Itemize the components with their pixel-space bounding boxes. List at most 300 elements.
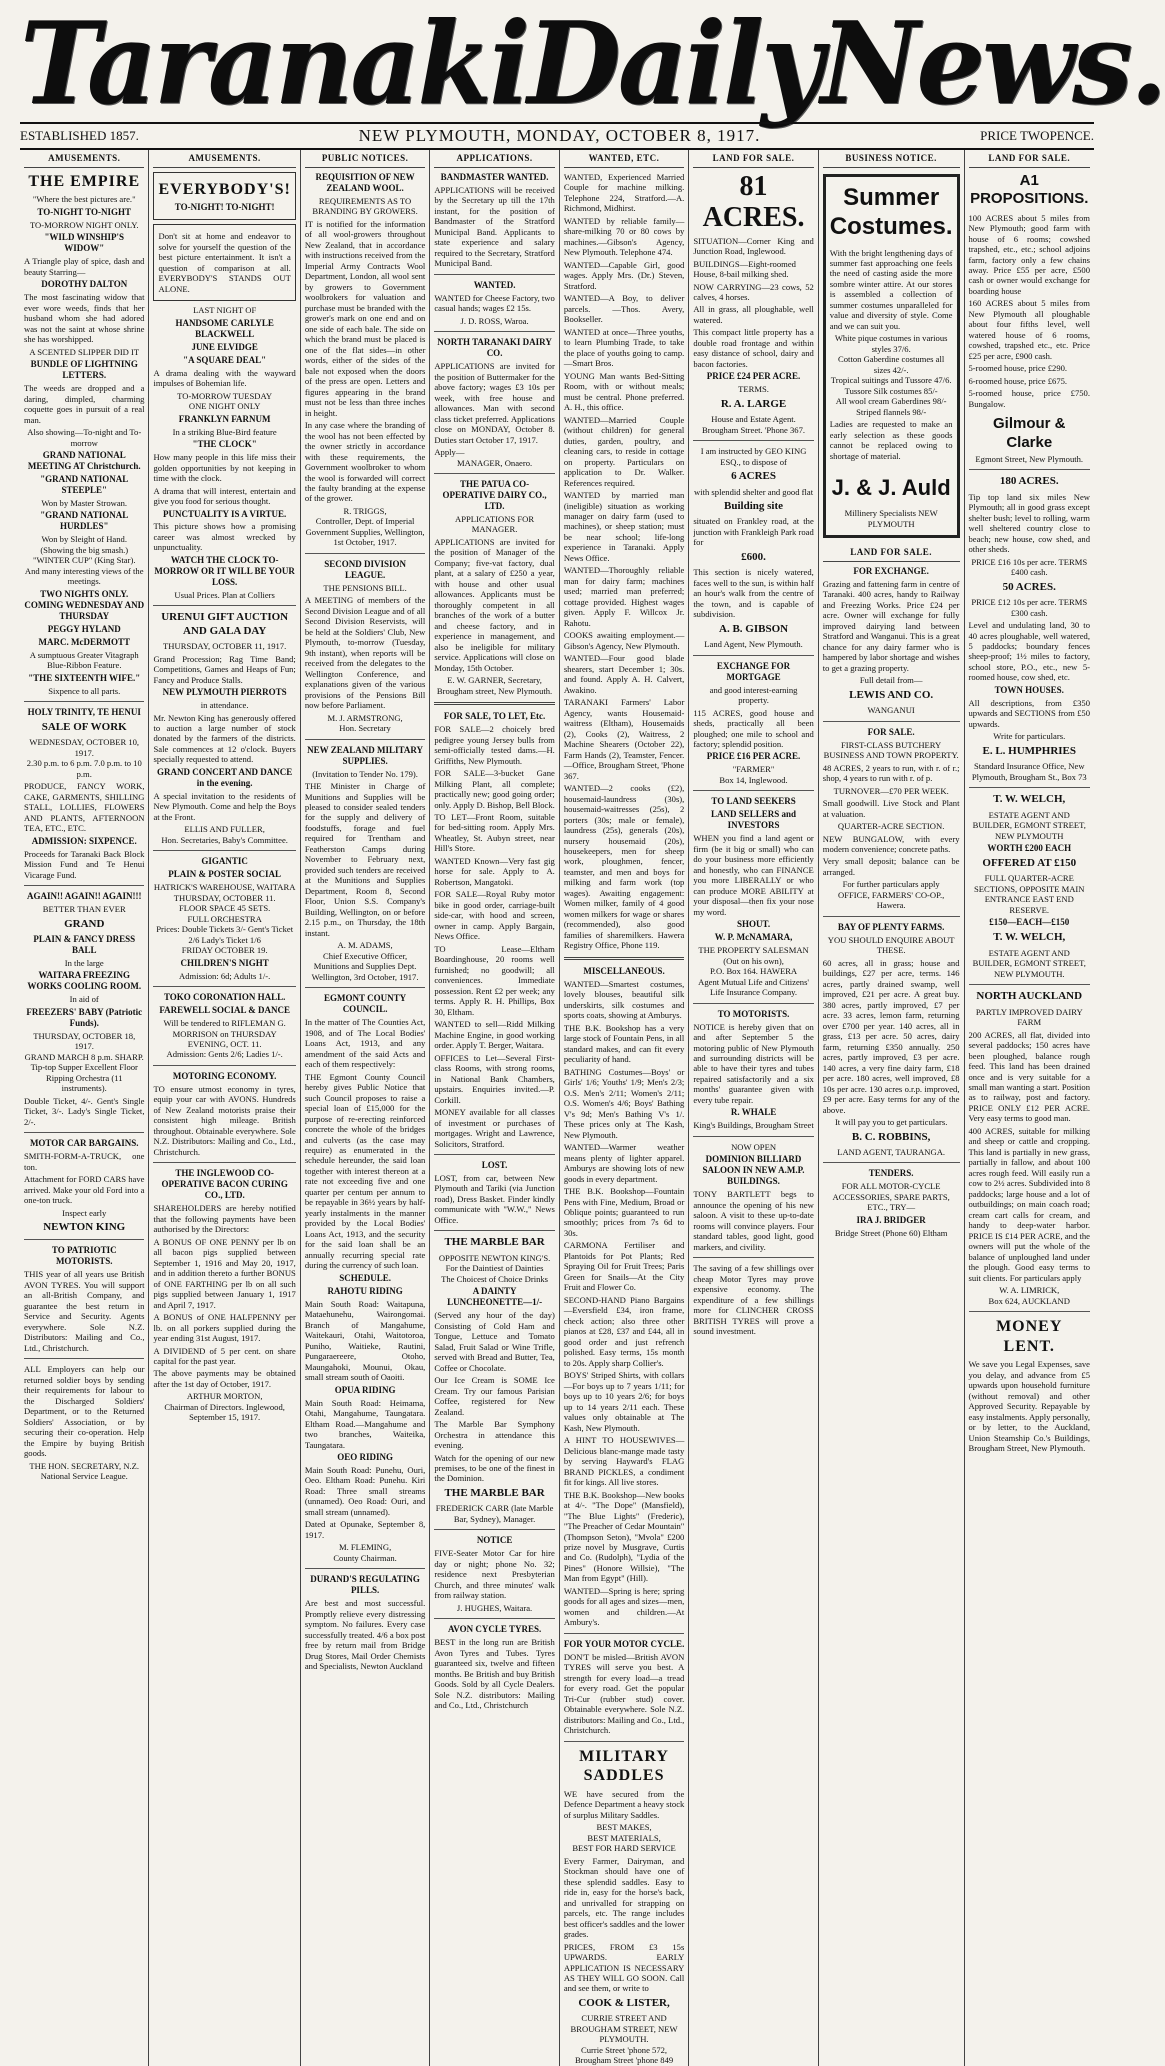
views-text: And many interesting views of the meetings. bbox=[24, 565, 144, 587]
childrens-night: CHILDREN'S NIGHT bbox=[180, 957, 269, 968]
striped-flannels: Striped flannels 98/- bbox=[856, 406, 927, 417]
aid-text: In aid of bbox=[69, 994, 99, 1005]
tomorrow-tuesday: TO-MORROW TUESDAY bbox=[177, 390, 273, 401]
adams-sub: Chief Executive Officer, Munitions and Supplies Dept. Wellington, 3rd October, 1917. bbox=[311, 950, 419, 982]
wool-text-2: In any case where the branding of the wool has not been effected by the owner strictly in accordance with these requirements, the Government woolbroker to whom the wool is forwarded will correct the faulty branding at the expense of the grower. bbox=[304, 420, 426, 504]
six-acres: 6 ACRES bbox=[731, 470, 777, 483]
acres-48-text: 48 ACRES, 2 years to run, with r. of r.; shop, 4 years to run with r. of p. bbox=[822, 762, 960, 784]
farewell-social: FAREWELL SOCIAL & DANCE bbox=[159, 1005, 290, 1016]
dateline bbox=[20, 122, 1094, 150]
divider bbox=[305, 553, 426, 554]
again-title: AGAIN!! AGAIN!! AGAIN!!! bbox=[26, 891, 142, 902]
lease-item: TO Lease—Eltham Boardinghouse, 20 rooms well furnished; no goodwill; all conveniences. Immediate possession. Rent £2 per week; any terms. Apply R. H. Phillips, Box 30, Eltham. bbox=[434, 943, 555, 1017]
divider bbox=[564, 1633, 685, 1634]
orchestra-text: Ripping Orchestra (11 instruments). bbox=[45, 1072, 123, 1094]
wanted-ad: WANTED—Married Couple (without children) for general duties, garden, poultry, and cleaning cars, to reside in cottage on property. Particulars on application to Dr. Walker. References required. bbox=[563, 414, 685, 488]
saddles-text-2: Every Farmer, Dairyman, and Stockman should have one of these splendid saddles. Easy to ride in, easy for the horse's back, and unrivalled for strapping on parcels, etc. The range includes best officer's saddles and the lower grades. bbox=[563, 1855, 685, 1940]
acres-180-text: Tip top land six miles New Plymouth; all in good grass except shelter bush; level to rolling, warm well sheltered country close to beach; new house, cow shed, and other sheds. bbox=[968, 491, 1090, 555]
schedule-title: SCHEDULE. bbox=[339, 1272, 391, 1283]
urenui-title: URENUI GIFT AUCTION AND GALA DAY bbox=[161, 611, 289, 637]
for-exchange: FOR EXCHANGE. bbox=[853, 565, 929, 576]
shareholders-text: SHAREHOLDERS are hereby notified that the following payments have been authorised by the Directors: bbox=[153, 1203, 296, 1235]
divider bbox=[24, 1239, 144, 1240]
descriptions-text: All descriptions, from £350 upwards and SECTIONS from £50 upwards. bbox=[968, 697, 1090, 729]
offered-150: OFFERED AT £150 bbox=[982, 857, 1077, 870]
wanted-ad: TARANAKI Farmers' Labor Agency, wants Housemaid-waitress (Eltham), Housemaids (2), Cooks (2), Waitress, 2 Machine Shearers (October 22), Farm Hands (2), Teamster, Fencer.—Office, Brougham Street, 'Phone 367. bbox=[563, 697, 685, 781]
wanted-ad: WANTED—A Boy, to deliver parcels. —Thos. Avery, Bookseller. bbox=[563, 293, 685, 325]
now-open: NOW OPEN bbox=[731, 1141, 777, 1152]
patriotic-title: TO PATRIOTIC MOTORISTS. bbox=[51, 1245, 117, 1267]
one-night: ONE NIGHT ONLY bbox=[188, 401, 261, 412]
concert-dance: GRAND CONCERT AND DANCE in the evening. bbox=[157, 766, 293, 788]
saving-text: The saving of a few shillings over cheap Motor Tyres may prove expensive economy. The expenditure of a few shillings more for CLINCHER CROSS BRITISH TYRES will prove a sound investment. bbox=[693, 1263, 814, 1337]
misc-ad: WANTED—Spring is here; spring goods for all ages and sizes—men, women and children.—At Ambury's. bbox=[563, 1585, 685, 1628]
national-title: GRAND NATIONAL MEETING AT Christchurch. bbox=[27, 450, 141, 472]
ice-cream-text: Our Ice Cream is SOME Ice Cream. Try our famous Parisian Coffee, registered for New Zealand. bbox=[434, 1375, 555, 1417]
large-agent: R. A. LARGE bbox=[720, 397, 787, 410]
issue-date: NEW PLYMOUTH, MONDAY, OCTOBER 8, 1917. bbox=[358, 126, 761, 145]
price-16: PRICE £16 PER ACRE. bbox=[706, 751, 801, 762]
triangle-text: A Triangle play of spice, dash and beauty Starring— bbox=[24, 256, 145, 277]
wanted-ad: WANTED at once—Three youths, to learn Plumbing Trade, to take the place of youths going to camp.—Smart Bros. bbox=[563, 326, 685, 369]
sale-item-3: FOR SALE—Royal Ruby motor bike in good order, carriage-built side-car, with hood and screen, owner in camp. Apply Bargain, News Office. bbox=[434, 889, 555, 942]
saddles-text: WE have secured from the Defence Department a heavy stock of surplus Military Saddles. bbox=[563, 1788, 685, 1820]
ball-date: THURSDAY, OCTOBER 18, 1917. bbox=[33, 1030, 136, 1052]
carrying-text: NOW CARRYING—23 cows, 52 calves, 4 horses. bbox=[693, 281, 814, 302]
morton-name: ARTHUR MORTON, bbox=[186, 1391, 263, 1402]
square-deal: "A SQUARE DEAL" bbox=[183, 354, 267, 365]
frankley-text: situated on Frankley road, at the junction with Frankleigh Park road for bbox=[693, 516, 814, 548]
large-text: In the large bbox=[64, 957, 104, 968]
motor-cycle-title: FOR YOUR MOTOR CYCLE. bbox=[563, 1638, 685, 1649]
divider bbox=[153, 1065, 295, 1066]
milking-item: WANTED to sell—Ridd Milking Machine Engine, in good working order. Apply T. Berger, Waitara. bbox=[434, 1019, 555, 1051]
lost-heading: LOST. bbox=[481, 1160, 508, 1171]
divider bbox=[434, 274, 554, 275]
marble-opposite: OPPOSITE NEWTON KING'S. bbox=[438, 1252, 551, 1263]
wool-text: IT is notified for the information of all wool-growers throughout New Zealand, that in accordance with instructions received from the Imperial Army Contracts Wool Department, London, all wool sent by growers to Government woolbrokers for valuation and purchase must be branded with the grower's mark on one end and on one side of each bale. The side on which the brand must be placed is one of the flat sides—in other words, either of the sides of the bale not exposed when the doors of the press are open. Letters and figures appearing in the brand must not be less than three inches in height. bbox=[304, 218, 426, 418]
for-sale: FOR SALE. bbox=[867, 726, 915, 737]
section-text: This section is nicely watered, faces well to the sun, is within half an hour's walk from the centre of the town, and is capable of subdivision. bbox=[693, 567, 814, 620]
grazing-text: Grazing and fattening farm in centre of Taranaki. 400 acres, handy to Railway and Freezing Works. Price £24 per acre. Owner will exchange for fully improved dairying land between Stratford and Wanganui. This is a great chance for any dairy farmer who is hampered by labor shortage and wishes to get a grazing property. bbox=[822, 578, 960, 673]
established-label: ESTABLISHED 1857. bbox=[20, 128, 139, 143]
misc-ad: WANTED—Warmer weather means plenty of lighter apparel. Amburys are showing lots of new goods in every department. bbox=[563, 1142, 685, 1184]
ford-attachment: Attachment for FORD CARS have arrived. Make your old Ford into a one-ton truck. bbox=[24, 1174, 145, 1206]
column-2 bbox=[149, 150, 300, 2066]
gilmour-clarke: Gilmour & Clarke bbox=[992, 415, 1066, 451]
limrick-name: W. A. LIMRICK, bbox=[999, 1285, 1060, 1296]
summer-text: With the bright lengthening days of summer fast approaching one feels the need of casting aside the more sombre winter attire. At our stores is assembled a collection of summer costumes unparalleled for value and diversity of style. Come and we can suit you. bbox=[829, 247, 953, 331]
divider bbox=[693, 1257, 813, 1258]
freezers-baby: FREEZERS' BABY (Patriotic Funds). bbox=[26, 1006, 143, 1028]
hatrick-venue: HATRICK'S WAREHOUSE, WAITARA THURSDAY, OCTOBER 11. bbox=[153, 882, 296, 903]
egmont-text: THE Egmont County Council hereby gives Public Notice that such Council proposes to raise a special loan of £15,000 for the purpose of re-erecting reinforced concrete the whole of the bridges and culverts (as the case may require) as enumerated in the schedule hereunder, the said loan together with interest thereon at a rate not exceeding five and one quarter per centum per annum to be repayable in 36½ years by half-yearly instalments in the manner provided by the Local Bodies' Loans Act, 1913, and the security for the said loan shall be an annually recurring special rate during the currency of such loan. bbox=[304, 1071, 426, 1271]
marc-name: MARC. McDERMOTT bbox=[38, 636, 130, 647]
when-text: WHEN you find a land agent or firm (be it big or small) who can do your business more efficiently and honestly, who can FINANCE you more LIBERALLY or who can produce MORE ABILITY at your disposal—then fix your nose my word. bbox=[693, 833, 814, 917]
buildings-text: BUILDINGS—Eight-roomed House, 8-bail milking shed. bbox=[693, 258, 796, 280]
steeple-title: "GRAND NATIONAL STEEPLE" bbox=[40, 473, 129, 495]
quarter-acre: FULL QUARTER-ACRE SECTIONS, OPPOSITE MAIN ENTRANCE EAST END RESERVE. bbox=[973, 873, 1085, 915]
pensions-bill: THE PENSIONS BILL. bbox=[323, 582, 407, 593]
tonight-label: TO-NIGHT! TO-NIGHT! bbox=[174, 202, 275, 213]
wanted-ad: WANTED by reliable family—share-milking 70 or 80 cows by machines.—Gibson's Agency, New Plymouth. Telephone 474. bbox=[563, 215, 685, 258]
wanted-known-item: WANTED Known—Very fast gig horse for sale. Apply to A. Robertson, Mangatoki. bbox=[434, 855, 555, 887]
divider bbox=[434, 331, 554, 332]
marble-bar-title-2: THE MARBLE BAR bbox=[444, 1486, 545, 1499]
each-150: £150—EACH—£150 bbox=[989, 917, 1070, 928]
robbins-name: B. C. ROBBINS, bbox=[851, 1130, 931, 1143]
divider bbox=[434, 1230, 554, 1231]
humphries-name: E. L. HUMPHRIES bbox=[982, 744, 1076, 757]
motoring-economy: MOTORING ECONOMY. bbox=[172, 1070, 277, 1081]
misc-ad: BOYS' Striped Shirts, with collars—For boys up to 7 years 1/11; for boys up to 10 years 2/6; for boys up to 14 years 2/11 each. These values only obtainable at The Kash, New Plymouth. bbox=[563, 1370, 685, 1433]
divider bbox=[434, 473, 554, 474]
square-deal-desc: A drama dealing with the wayward impulses of Bohemian life. bbox=[153, 367, 296, 389]
price-24: PRICE £24 PER ACRE. bbox=[706, 371, 801, 382]
divider bbox=[969, 469, 1091, 470]
ticket-prices: Double Ticket, 4/-. Gent's Single Ticket, 3/-. Lady's Single Ticket, 2/-. bbox=[24, 1095, 145, 1127]
lost-item: LOST, from car, between New Plymouth and Tariki (via Junction road), Dress Basket. Finder kindly communicate with "W.W.," News Office. bbox=[434, 1172, 555, 1225]
vitagraph-text: A sumptuous Greater Vitagraph Blue-Ribbon Feature. bbox=[29, 649, 139, 671]
auld-sub: Millinery Specialists NEW PLYMOUTH bbox=[844, 508, 938, 529]
avon-text: THIS year of all years use British AVON TYRES. You will support an all-British Company, and guarantee the best return in Service and Security. Agents everywhere. Sole N.Z. Distributors: Mailing and Co., Ltd., Christchurch. bbox=[24, 1269, 145, 1353]
sale-item-2: FOR SALE—3-bucket Gane Milking Plant, all complete; practically new; good going order; only. Apply D. Bishop, Bell Block. bbox=[434, 768, 555, 810]
motorists-text: NOTICE is hereby given that on and after September 5 the motoring public of New Plymouth and surrounding districts will be able to have their tyres and tubes repaired satisfactorily and a six months' guarantee given with every tube repair. bbox=[693, 1021, 814, 1105]
daintiest-text: For the Daintiest of Dainties bbox=[445, 1263, 544, 1274]
social-prices: Prices: Double Tickets 3/- Gent's Ticket 2/6 Lady's Ticket 1/6 bbox=[156, 924, 294, 945]
watch-text: Watch for the opening of our new premises, to be one of the finest in the Dominion. bbox=[434, 1452, 555, 1484]
building-site: Building site bbox=[724, 500, 784, 513]
money-item: MONEY available for all classes of investment or purchases of mortgages. Wright and Lawrence, Solicitors, Stratford. bbox=[434, 1107, 555, 1149]
misc-ad: THE B.K. Bookshop—New books at 4/-. "The Dope" (Mansfield), "The Blue Lights" (Frederic), "The Preacher of Cedar Mountain" (Thompson Seton), "Mvola" £200 prize novel by Musgrave, Curtis and Co. (Rudolph), "Lydia of the Pines" (Honore Willsie), "The Man from Egypt" (Hill). bbox=[563, 1489, 685, 1584]
column-7 bbox=[819, 150, 965, 2066]
miscellaneous-heading: MISCELLANEOUS. bbox=[583, 965, 665, 976]
avon-cycle-title: AVON CYCLE TYRES. bbox=[447, 1624, 542, 1635]
divider bbox=[434, 1529, 554, 1530]
newton-king: NEWTON KING bbox=[43, 1221, 126, 1234]
motorists-title: TO MOTORISTS. bbox=[717, 1008, 790, 1019]
gibson-agent: A. B. GIBSON bbox=[719, 622, 789, 635]
rahotu-text: Main South Road: Waitapuna, Mataehunehu, Wairongomai. Branch of Mangahume, Waitekauri, Otahi, Waitotoroa, Puniho, Waitieke, Rautini, Pungaraereere, Otoho, Maungahoki, Mounui, Okau, small stream south of Oaoiti. bbox=[304, 1298, 426, 1383]
farewell-admission: Admission: Gents 2/6; Ladies 1/-. bbox=[166, 1049, 283, 1060]
robbins-sub: LAND AGENT, TAURANGA. bbox=[837, 1146, 946, 1157]
inspect-text: Inspect early bbox=[62, 1207, 107, 1218]
farnum-name: FRANKLYN FARNUM bbox=[178, 413, 271, 424]
column-heading: PUBLIC NOTICES. bbox=[305, 150, 426, 168]
white-pique: White pique costumes in various styles 37/6. bbox=[834, 333, 948, 354]
slipper-text: A SCENTED SLIPPER DID IT bbox=[29, 346, 140, 357]
goodwill-text: Small goodwill. Live Stock and Plant at valuation. bbox=[822, 798, 960, 819]
tomorrow-label: TO-MORROW NIGHT ONLY. bbox=[29, 219, 139, 230]
column-4 bbox=[430, 150, 559, 2066]
munitions-text: THE Minister in Charge of Munitions and Supplies will be pleased to consider sealed tenders for the supply and delivery of foodstuffs, forage and fuel required for Trentham and Featherston Camps during November to February next, provided such tenders are received at the Munitions and Supplies Department, Room 8, Second Floor, Union S.S. Company's Building, Wellington, on or before 2.15 p.m., on Thursday, the 18th instant. bbox=[304, 781, 426, 938]
everybodys-box bbox=[153, 172, 295, 220]
ball-title: PLAIN & FANCY DRESS BALL bbox=[33, 934, 136, 956]
wanganui: WANGANUI bbox=[867, 705, 915, 716]
box-inglewood: Box 14, Inglewood. bbox=[719, 774, 788, 785]
bandmaster-title: BANDMASTER WANTED. bbox=[440, 171, 549, 182]
choicest-text: The Choicest of Choice Drinks bbox=[441, 1273, 549, 1284]
column-heading: WANTED, ETC. bbox=[564, 150, 685, 168]
masthead-word-news: News. bbox=[820, 0, 1165, 131]
deposit-text: Very small deposit; balance can be arranged. bbox=[822, 856, 960, 877]
price-600: £600. bbox=[741, 550, 766, 563]
dividend-text: A DIVIDEND of 5 per cent. on share capital for the past year. bbox=[153, 1345, 296, 1366]
tonight-label: TO-NIGHT TO-NIGHT bbox=[37, 206, 132, 217]
wanted-title: WANTED. bbox=[473, 279, 516, 290]
garner-name: E. W. GARNER, Secretary, Brougham street, New Plymouth. bbox=[436, 675, 553, 696]
interest-text: A drama that will interest, entertain and give you food for serious thought. bbox=[153, 485, 296, 507]
cotton-gaberdine: Cotton Gaberdine costumes all sizes 42/-. bbox=[838, 354, 945, 375]
a1-propositions: A1 PROPOSITIONS. bbox=[970, 171, 1089, 208]
tropical-suitings: Tropical suitings and Tussore 47/6. bbox=[830, 375, 952, 386]
watch-clock: WATCH THE CLOCK TO-MORROW OR IT WILL BE YOUR LOSS. bbox=[154, 554, 295, 587]
widow-description: The most fascinating widow that ever wore weeds, finds that her husband whom she had adored was not the saint at whose shrine she has worshipped. bbox=[24, 292, 145, 345]
for-sale-heading: FOR SALE, TO LET, Etc. bbox=[443, 711, 546, 722]
wanted-ad: WANTED, Experienced Married Couple for machine milking. Telephone 224, Stratford.—A. Richmond, Midhirst. bbox=[563, 171, 685, 214]
tenders-title: TENDERS. bbox=[868, 1168, 914, 1179]
divider bbox=[153, 1162, 295, 1163]
branding-title: REQUIREMENTS AS TO BRANDING BY GROWERS. bbox=[312, 195, 418, 217]
military-saddles: MILITARY SADDLES bbox=[579, 1747, 669, 1785]
north-auckland: NORTH AUCKLAND bbox=[976, 990, 1083, 1003]
bungalow-text: NEW BUNGALOW, with every modern convenience; concrete paths. bbox=[822, 833, 960, 854]
june-name: JUNE ELVIDGE bbox=[191, 341, 258, 352]
sixteenth-wife: "THE SIXTEENTH WIFE." bbox=[28, 672, 141, 683]
triggs-name: R. TRIGGS, bbox=[343, 505, 387, 516]
divider bbox=[693, 1136, 813, 1137]
wednesday-date: WEDNESDAY, OCTOBER 10, 1917. bbox=[29, 737, 140, 758]
rahotu-riding: RAHOTU RIDING bbox=[327, 1285, 403, 1296]
empire-tagline: "Where the best pictures are." bbox=[32, 194, 136, 205]
winter-cup: "WINTER CUP" (King Star). bbox=[32, 555, 136, 566]
grand-title: GRAND bbox=[64, 917, 105, 930]
welch-sub-2: ESTATE AGENT AND BUILDER, EGMONT STREET, NEW PLYMOUTH. bbox=[972, 947, 1086, 979]
instructed-text: I am instructed by GEO KING ESQ., to dispose of bbox=[700, 446, 807, 467]
supper-text: Tip-top Supper Excellent Floor bbox=[30, 1062, 138, 1073]
limrick-sub: Box 624, AUCKLAND bbox=[988, 1295, 1070, 1306]
acres-180: 180 ACRES. bbox=[999, 475, 1059, 488]
patua-title: THE PATUA CO-OPERATIVE DAIRY CO., LTD. bbox=[442, 479, 547, 511]
divider bbox=[24, 1358, 144, 1359]
acres-81-title: 81 ACRES. bbox=[702, 170, 805, 233]
oeo-text: Main South Road: Punehu, Ouri, Oeo. Eltham Road: Punehu. Kiri Road: Three small streams (unnamed). Oeo Road: Ouri, and small stream (unnamed). bbox=[304, 1464, 426, 1517]
partly-improved: PARTLY IMPROVED DAIRY FARM bbox=[975, 1006, 1083, 1028]
column-8 bbox=[965, 150, 1095, 2066]
weeds-text: The weeds are dropped and a daring, dimpled, charming coquette goes in pursuit of a real man. bbox=[24, 383, 145, 425]
welch-sub: ESTATE AGENT AND BUILDER, EGMONT STREET, NEW PLYMOUTH bbox=[972, 809, 1086, 841]
poster-social: PLAIN & POSTER SOCIAL bbox=[168, 869, 282, 880]
farmer-label: "FARMER" bbox=[732, 764, 775, 775]
wanted-ad: WANTED by married man (ineligible) situation as working manager on dairy farm (used to machines), or sheep station; must be near school; life-long experience in Taranaki. Apply News Office. bbox=[563, 490, 685, 563]
column-heading: BUSINESS NOTICE. bbox=[823, 150, 960, 168]
acres-200-text: 200 ACRES, all flat, divided into several paddocks; 150 acres have been ploughed, balance rough feed. This land has been drained once and is very suitable for a small man wanting a start. Position as to railway, post and factory. PRICE ONLY £12 PER ACRE. Very easy terms to good man. bbox=[968, 1029, 1090, 1124]
divider bbox=[823, 1162, 960, 1163]
apply-label: Apply— bbox=[434, 447, 465, 458]
notice-heading: NOTICE bbox=[476, 1535, 513, 1546]
money-text: We save you Legal Expenses, save you delay, and advance from £5 upwards upon household furniture (without removal) and other Approved Security. Repayable by easy instalments. Apply personally, or by letter, to the Auckland, Union Steamship Co.'s Buildings, Brougham Street, New Plymouth. bbox=[968, 1359, 1090, 1454]
durands-text: Are best and most successful. Promptly relieve every distressing symptom. No failures. Every case successfully treated. 4/6 a box post free by return mail from Bridge Drug Stores, Mail Order Chemists and Specialists, Newton Auckland bbox=[304, 1598, 426, 1672]
triggs-sub: Controller, Dept. of Imperial Government Supplies, Wellington, 1st October, 1917. bbox=[305, 516, 425, 548]
bridger-name: IRA J. BRIDGER bbox=[856, 1214, 926, 1225]
opua-text: Main South Road: Heimama, Otahi, Mangahume, Taungatara. Eltham Road.—Mangahume and two branches, Waiteika, Taungatara. bbox=[304, 1397, 426, 1450]
admission-text: ADMISSION: SIXPENCE. bbox=[31, 835, 137, 846]
manager-name: MANAGER, Onaero. bbox=[456, 457, 533, 468]
armstrong-sub: Hon. Secretary bbox=[339, 723, 391, 734]
newton-king-text: Mr. Newton King has generously offered to auction a large number of stock donated by the farmers of the districts. Sale commences at 12 o'clock. Buyers specially requested to attend. bbox=[153, 712, 296, 765]
carr-name: FREDERICK CARR (late Marble Bar, Sydney), Manager. bbox=[435, 1503, 554, 1524]
exchange-mortgage: EXCHANGE FOR MORTGAGE bbox=[716, 660, 791, 682]
ross-name: J. D. ROSS, Waroa. bbox=[460, 315, 529, 326]
acres-50: 50 ACRES. bbox=[1002, 580, 1056, 593]
town-houses: TOWN HOUSES. bbox=[994, 684, 1064, 695]
divider bbox=[969, 787, 1091, 788]
saddles-prices: PRICES, FROM £3 15s UPWARDS. EARLY APPLICATION IS NECESSARY AS THEY WILL GO SOON. Call and see them, or write to bbox=[563, 1941, 685, 1994]
military-supplies: NEW ZEALAND MILITARY SUPPLIES. bbox=[307, 744, 424, 766]
second-division: SECOND DIVISION LEAGUE. bbox=[324, 558, 406, 580]
cook-lister: COOK & LISTER, bbox=[578, 1996, 670, 2009]
symphony-text: The Marble Bar Symphony Orchestra in attendance this evening. bbox=[434, 1419, 555, 1451]
empire-title: THE EMPIRE bbox=[28, 172, 141, 190]
fleming-sub: County Chairman. bbox=[333, 1552, 397, 1563]
enquire-text: YOU SHOULD ENQUIRE ABOUT THESE. bbox=[827, 934, 955, 956]
five-seater-text: FIVE-Seater Motor Car for hire day or night; phone No. 32; residence next Presbyterian Church, and three minutes' walk from railway station. bbox=[434, 1548, 555, 1601]
sale-of-work: SALE OF WORK bbox=[41, 721, 127, 733]
showing-text: Also showing—To-night and To-morrow bbox=[27, 427, 142, 448]
wanted-ad: WANTED—Four good blade shearers, start December 1; 30s. and found. Apply A. H. Calvert, Awakino. bbox=[563, 653, 685, 695]
grand-march: GRAND MARCH 8 p.m. SHARP. bbox=[24, 1051, 144, 1062]
misc-ad: THE B.K. Bookshop has a very large stock of Fountain Pens, in all standard makes, and can fit every peculiarity of hand. bbox=[563, 1022, 685, 1065]
luncheon-text: (Served any hour of the day) Consisting of Cold Ham and Tongue, Lettuce and Tomato Salad, Fruit Salad or Wine Trifle, served with Bread and Butter, Tea, Coffee or Chocolate. bbox=[434, 1310, 555, 1373]
columns bbox=[20, 150, 1094, 2066]
misc-ad: SECOND-HAND Piano Bargains—Eversfield £34, iron frame, check action; also three other pianos at £28, £37 and £44, all in good order and just refrench polished. Easy terms, 15s month to 20s. Apply sharp Collier's. bbox=[563, 1294, 685, 1368]
divider bbox=[305, 987, 426, 988]
land-sale-heading: LAND FOR SALE. bbox=[823, 544, 960, 562]
suit-text: It will pay you to get particulars. bbox=[834, 1117, 948, 1128]
bluebird-text: In a striking Blue-Bird feature bbox=[172, 426, 277, 437]
adams-name: A. M. ADAMS, bbox=[337, 940, 393, 951]
whale-sub: King's Buildings, Brougham Street bbox=[693, 1120, 814, 1131]
divider bbox=[24, 701, 144, 702]
money-lent: MONEY LENT. bbox=[996, 1318, 1063, 1355]
last-night: LAST NIGHT OF bbox=[193, 305, 257, 316]
humphries-sub: Standard Insurance Office, New Plymouth, Brougham St., Box 73 bbox=[971, 761, 1087, 782]
apps-manager: APPLICATIONS FOR MANAGER. bbox=[455, 513, 535, 535]
meeting-text: A MEETING of members of the Second Division League and of all Second Division Reservists, will be held at the Soldiers' Club, New Plymouth, to-morrow (Tuesday, 9th instant), when reports will be received from the delegates to the Wellington Conference, and explanations given of the various provisions of the Pensions Bill now before Parliament. bbox=[304, 595, 426, 711]
hurdles-title: "GRAND NATIONAL HURDLES" bbox=[40, 510, 129, 532]
house-5b: 5-roomed house, price £750. Bungalow. bbox=[968, 388, 1090, 409]
offices-item: OFFICES to Let—Several First-class Rooms, with strong rooms, in National Bank Chambers, upstairs. Enquiries invited.—P. Corkill. bbox=[434, 1052, 555, 1105]
divider bbox=[823, 916, 960, 917]
sixpence-text: Sixpence to all parts. bbox=[48, 685, 121, 696]
summer-costumes-box bbox=[823, 174, 960, 538]
column-heading: AMUSEMENTS. bbox=[153, 150, 295, 168]
steeple-winner: Won by Master Strowan. bbox=[41, 497, 128, 508]
wanted-ad: WANTED—2 cooks (£2), housemaid-laundress (30s), housemaid-waitresses (25s), 2 porters (30s; male or female), laundress (25s), generals (20s), nursery housemaid (20s), housekeepers, men for sheep work, ploughmen, fencer, teamster, and men and boys for milking and farm work (top wages). Awaiting engagement: Women milker, family of 4 good women milkers for wage or shares (recommended), also good families of sharemilkers. Hawera Registry Office, Phone 119. bbox=[563, 783, 685, 951]
misc-ad: WANTED—Smartest costumes, lovely blouses, beautiful silk underskirts, silk costumes and sports coats, showing at Amburys. bbox=[563, 978, 685, 1021]
mcnamara-name: W. P. McNAMARA, bbox=[714, 932, 793, 943]
ellis-fuller: ELLIS AND FULLER, bbox=[184, 824, 265, 835]
divider bbox=[153, 605, 295, 606]
auld-title: J. & J. Auld bbox=[831, 475, 951, 501]
ploughable-text: All in grass, all ploughable, well watered. bbox=[693, 304, 814, 325]
two-nights: TWO NIGHTS ONLY. COMING WEDNESDAY AND THURSDAY bbox=[24, 588, 145, 621]
acres-160-text: 160 ACRES about 5 miles from New Plymouth all ploughable about four fifths level, well watered house of 6 rooms, cowshed, trapshed etc., etc. Price £25 per acre, £900 cash. bbox=[968, 298, 1090, 361]
terms-label: TERMS. bbox=[738, 384, 769, 395]
ladies-text: Ladies are requested to make an early selection as these goods cannot be replaced owing to shortage of material. bbox=[829, 419, 953, 461]
bay-of-plenty: BAY OF PLENTY FARMS. bbox=[837, 921, 945, 932]
dorothy-name: DOROTHY DALTON bbox=[41, 279, 128, 290]
tussore-silk: Tussore Silk costumes 85/- bbox=[844, 385, 938, 396]
hurdles-winner: Won by Sleight of Hand. (Showing the big smash.) bbox=[40, 534, 129, 555]
picture-shows: This picture shows how a promising career was almost wrecked by unpunctuality. bbox=[153, 521, 296, 553]
dont-misled-text: DON'T be misled—British AVON TYRES will serve you best. A strength for every load—a tread for every road. Get the popular Tri-Cur (rubber stud) cover. Obtainable everywhere. Sole N.Z. distributors: Mailing and Co., Ltd., Christchurch. bbox=[563, 1651, 685, 1736]
bridger-sub: Bridge Street (Phone 60) Eltham bbox=[834, 1227, 948, 1238]
floor-space: FLOOR SPACE 45 SETS. bbox=[178, 903, 271, 914]
full-orchestra: FULL ORCHESTRA bbox=[187, 913, 262, 924]
column-6 bbox=[689, 150, 818, 2066]
urenui-date: THURSDAY, OCTOBER 11, 1917. bbox=[163, 641, 287, 652]
land-sellers: LAND SELLERS and INVESTORS bbox=[711, 809, 797, 831]
divider bbox=[305, 1568, 426, 1569]
gibson-sub: Land Agent, New Plymouth. bbox=[704, 639, 803, 650]
north-taranaki: NORTH TARANAKI DAIRY CO. bbox=[437, 337, 552, 359]
tender-number: (Invitation to Tender No. 179). bbox=[312, 768, 418, 779]
produce-text: PRODUCE, FANCY WORK, CAKE, GARMENTS, SHILLING STALL, LOLLIES, FLOWERS AND PLANTS, AFTERNOON TEA, ETC., ETC. bbox=[24, 781, 145, 834]
everybodys-title: EVERYBODY'S! bbox=[158, 180, 291, 198]
sale-times: 2.30 p.m. to 6 p.m. 7.0 p.m. to 10 p.m. bbox=[26, 758, 142, 779]
price-16-10: PRICE £16 10s per acre. TERMS £400 cash. bbox=[971, 556, 1088, 578]
special-invitation: A special invitation to the residents of New Plymouth. Come and help the Boys at the Front. bbox=[153, 790, 296, 822]
divider bbox=[564, 1741, 685, 1742]
house-6: 6-roomed house, price £675. bbox=[968, 375, 1068, 386]
divider bbox=[24, 1132, 144, 1133]
ellis-sub: Hon. Secretaries, Baby's Committee. bbox=[161, 834, 288, 845]
requisition-title: REQUISITION OF NEW ZEALAND WOOL. bbox=[315, 171, 415, 193]
divider bbox=[693, 790, 813, 791]
gigantic: GIGANTIC bbox=[201, 856, 248, 867]
wanted-ad: WANTED—Thoroughly reliable man for dairy farm; machines used; married man preferred; cottage provided. Highest wages given. Apply F. Willcox Jr. Rahotu. bbox=[563, 565, 685, 628]
economy-text: TO ensure utmost economy in tyres, equip your car with AVONS. Hundreds of New Zealand motorists praise their consistent high mileage. British throughout. Obtainable everywhere. Sole N.Z. Distributors: Mailing and Co., Ltd., Christchurch. bbox=[153, 1083, 296, 1157]
divider bbox=[693, 655, 813, 656]
dont-sit-text: Don't sit at home and endeavor to solve for yourself the question of the best picture entertainment. It isn't a question of comparison at all. EVERYBODY'S STANDS OUT ALONE. bbox=[158, 231, 291, 294]
price-12-10: PRICE £12 10s per acre. TERMS £300 cash. bbox=[971, 597, 1088, 618]
turnover-text: TURNOVER—£70 PER WEEK. bbox=[833, 785, 949, 796]
column-1 bbox=[20, 150, 149, 2066]
summer-title: Summer bbox=[843, 183, 940, 211]
best-makes: BEST MAKES, bbox=[596, 1822, 652, 1833]
divider bbox=[434, 702, 554, 705]
oeo-riding: OEO RIDING bbox=[337, 1452, 393, 1462]
clock-title: "THE CLOCK" bbox=[192, 439, 257, 450]
misc-ad: BATHING Costumes—Boys' or Girls' 1/6; Youths' 1/9; Men's 2/3; O.S. Men's 2/11; Women's 2/11; O.S. Women's 4/6; Boys' Bathing V's 9d; Men's Bathing V's 1/. These prices only at The Kash, New Plymouth. bbox=[563, 1066, 685, 1140]
egmont-council: EGMONT COUNTY COUNCIL. bbox=[324, 993, 407, 1015]
luncheon-title: A DAINTY LUNCHEONETTE—1/- bbox=[447, 1286, 543, 1308]
wanted-ad: YOUNG Man wants Bed-Sitting Room, with or without meals; must be central. Phone preferred. A. H., this office. bbox=[563, 370, 685, 413]
billiard-saloon: DOMINION BILLIARD SALOON IN NEW A.M.P. BUILDINGS. bbox=[702, 1154, 805, 1187]
salesman-text: THE PROPERTY SALESMAN (Out on his own), bbox=[698, 945, 809, 966]
acres-400-text: 400 ACRES, suitable for milking and sheep or cattle and cropping. This land is partially in new grass, partially in fallow, and about 100 acres rough feed. Will easily run a cow to 2½ acres. Subdivided into 8 paddocks; large house and a lot of outbuildings; on main coach road; cream cart calls for cream, and handy to deep-water harbor. PRICE IS £14 PER ACRE, and the owners will put the whole of the balance of unploughed land under the plough. Good easy terms to suit clients. For particulars apply bbox=[968, 1125, 1090, 1283]
acres-100-text: 100 ACRES about 5 miles from New Plymouth; good farm with house of 6 rooms; cowshed trapshed, etc., etc.; school adjoins farm, factory only a few chains away. Price £55 per acre, £500 cash or owner would exchange for boarding house bbox=[968, 212, 1090, 296]
acres-115-text: 115 ACRES, good house and sheds, practically all been ploughed; one mile to school and factory; splendid position. bbox=[693, 707, 814, 749]
mutual-text: Agent Mutual Life and Citizens' Life Insurance Company. bbox=[698, 976, 809, 998]
toko-hall: TOKO CORONATION HALL. bbox=[163, 992, 286, 1003]
level-text: Level and undulating land, 30 to 40 acres ploughable, well watered, 5 paddocks; boundary fences sheep-proof; 1½ miles to factory, school store, P.O., etc., new 5-roomed house, cow shed, etc. bbox=[968, 620, 1090, 683]
column-heading: APPLICATIONS. bbox=[434, 150, 554, 168]
morton-sub: Chairman of Directors. Inglewood, September 15, 1917. bbox=[164, 1401, 285, 1423]
usual-prices: Usual Prices. Plan at Colliers bbox=[174, 589, 275, 600]
childrens-admission: Admission: 6d; Adults 1/-. bbox=[179, 970, 271, 981]
